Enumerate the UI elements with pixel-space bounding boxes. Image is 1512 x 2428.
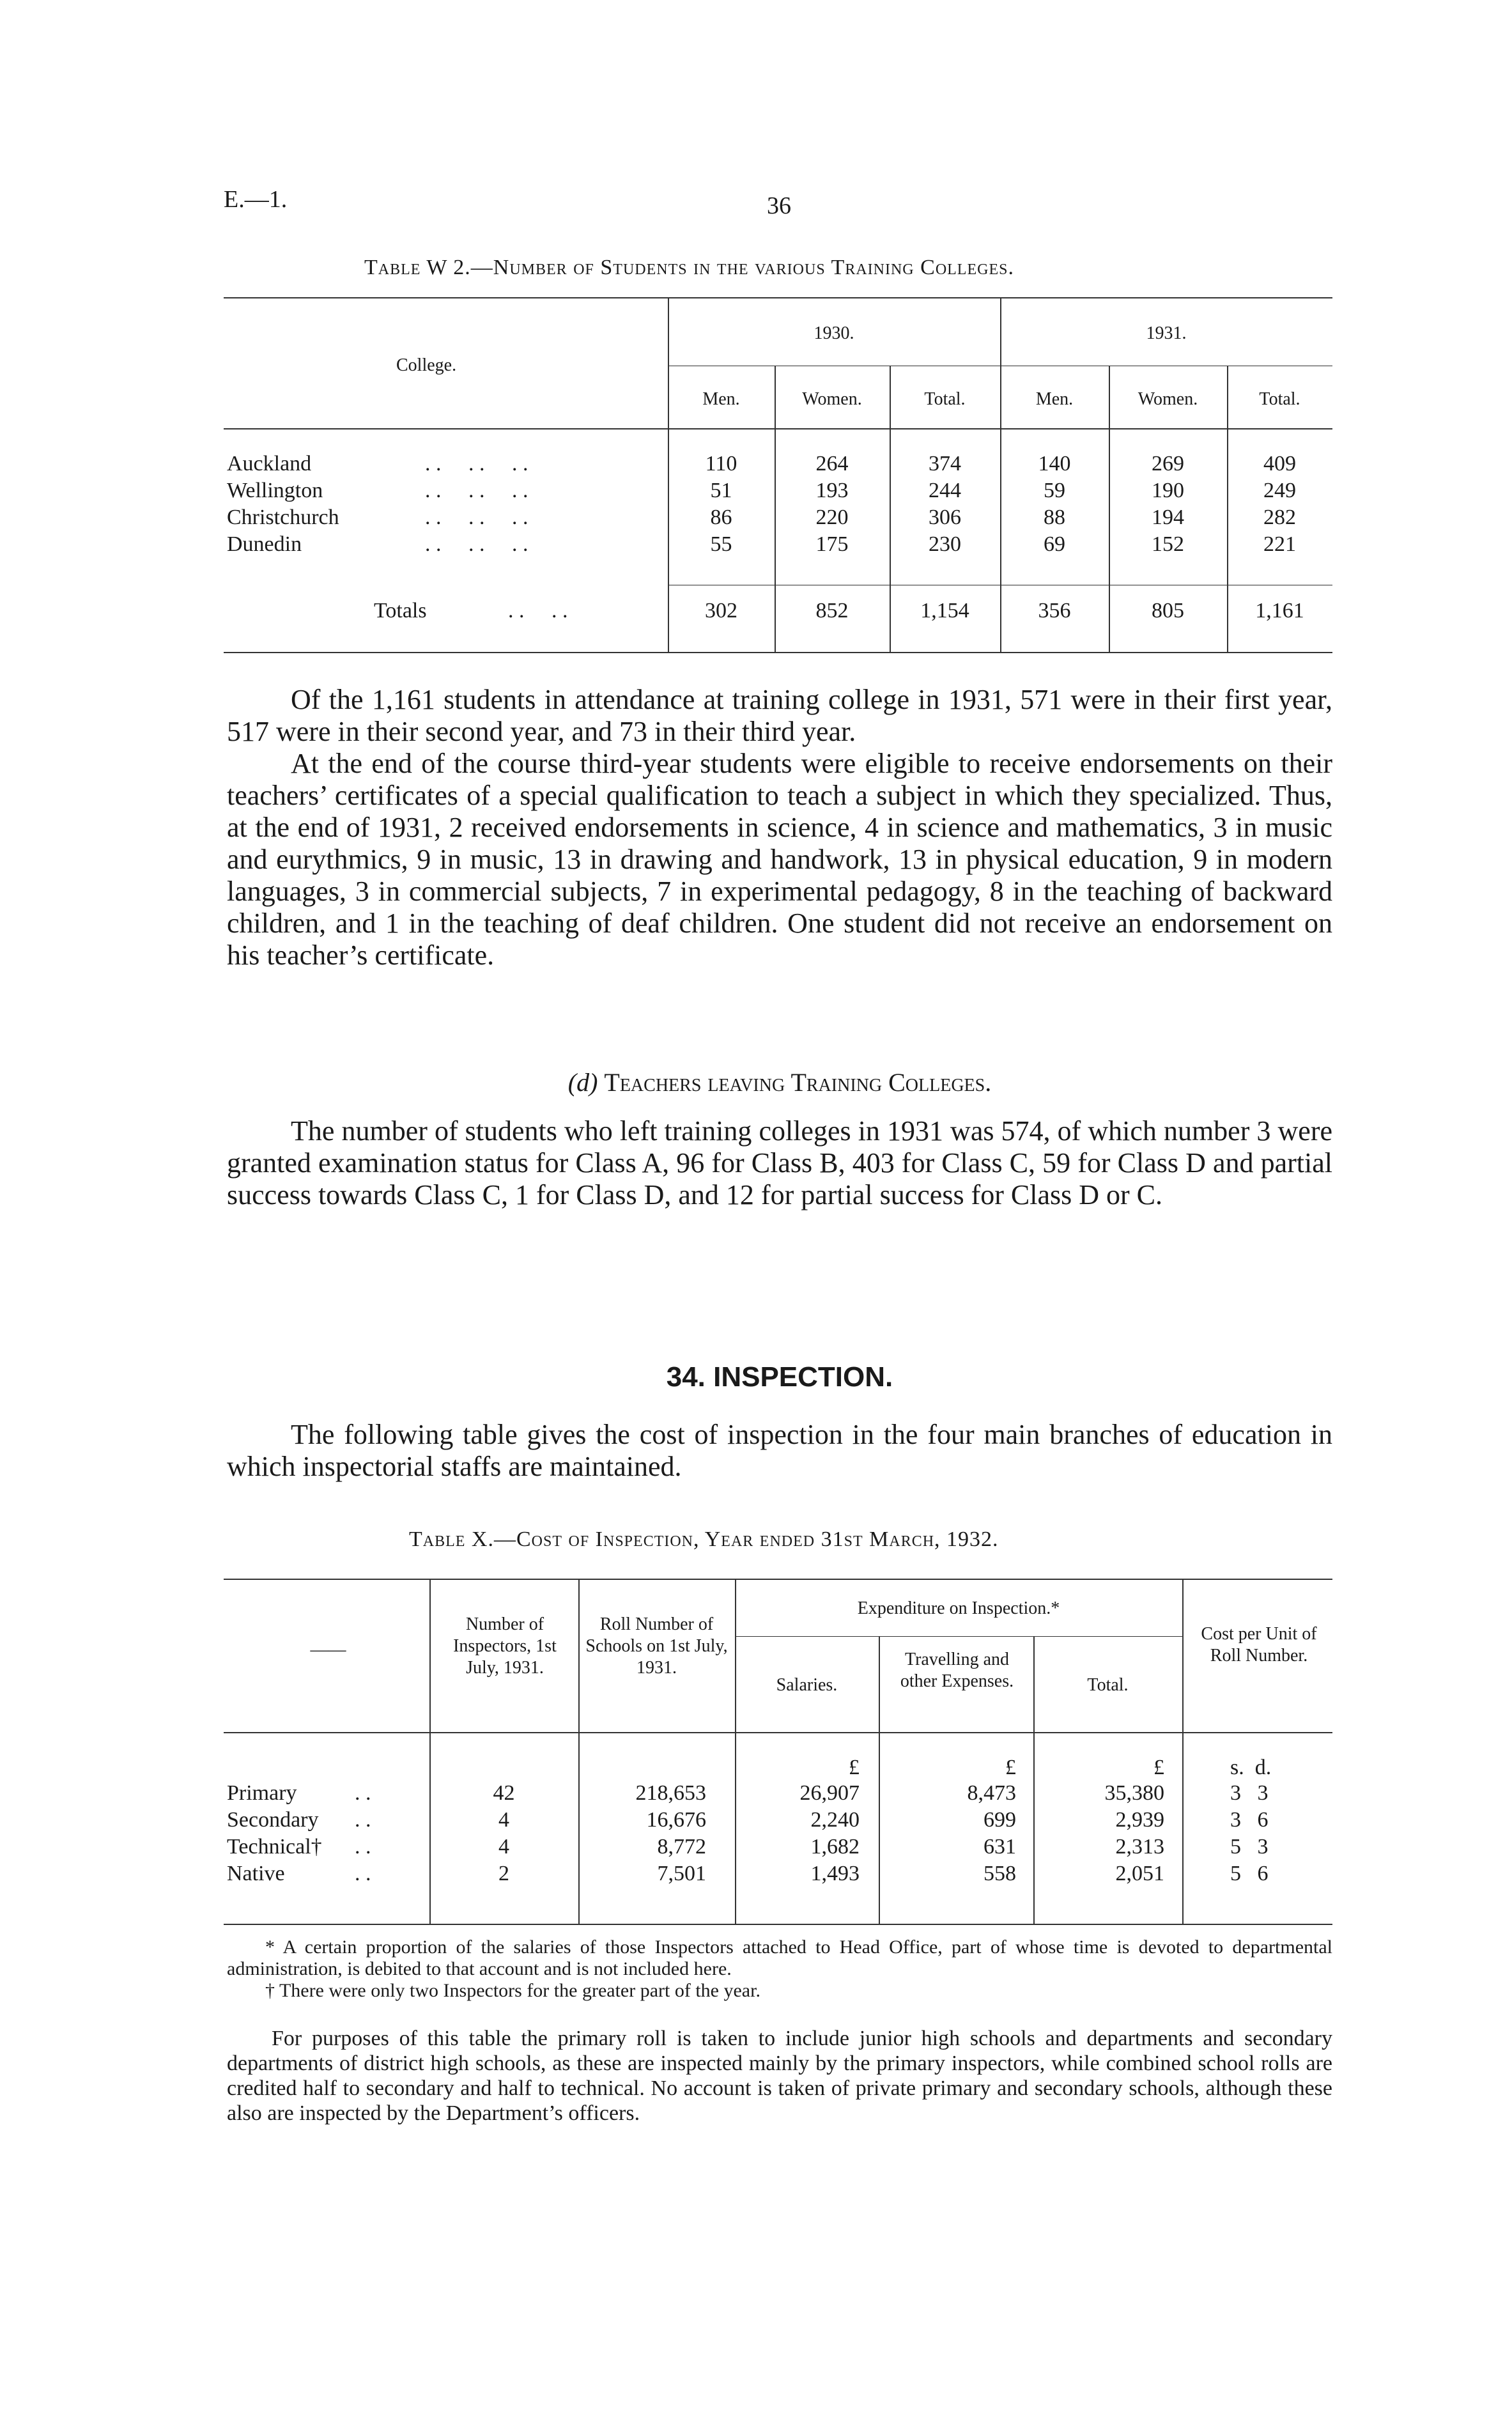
table-x-head-travel: Travelling and other Expenses. [900,1650,1014,1691]
table-row [227,1834,1332,1860]
cell: 59 [1044,479,1065,502]
table-x-head-total: Total. [1087,1675,1129,1695]
cell: 244 [929,479,961,502]
cell: 5 3 [1230,1835,1269,1859]
section-d-title: Teachers leaving Training Colleges. [604,1068,992,1097]
cell: 221 [1263,532,1296,556]
section-d-text [227,1115,1332,1211]
section-d-heading [227,1067,1332,1097]
table-w2-body [227,451,1332,558]
footnote: † There were only two Inspectors for the greater part of the year. [265,1980,760,2001]
cell: 140 [1038,452,1071,476]
table-w2-college-head: College. [396,355,457,375]
table-row [227,531,1332,558]
table-w2-year-1930: 1930. [814,323,854,343]
leader-dots: . . . . [508,599,568,622]
page-number: 36 [767,192,791,219]
leader-dots: . . . . . . [425,479,528,502]
cell: 194 [1152,506,1184,529]
table-x-dash: —— [310,1640,346,1660]
cell: 5 6 [1230,1862,1269,1885]
cell: 230 [929,532,961,556]
table-row [227,1780,1332,1807]
cell: 193 [815,479,849,502]
table-row [227,451,1332,477]
cell: 306 [929,506,961,529]
cell: 42 [493,1781,515,1805]
cell: 88 [1044,506,1065,529]
table-row [227,477,1332,504]
table-w2-year-1931: 1931. [1146,323,1187,343]
college-name: Auckland [227,452,312,476]
table-w2-col-head: Men. [1035,389,1074,409]
table-x-body [227,1780,1332,1887]
cell: 269 [1152,452,1184,476]
branch-name: Primary [227,1781,297,1805]
cell: 7,501 [657,1862,706,1885]
training-college-text [227,684,1332,971]
cell: 4 [498,1808,509,1832]
paragraph: The number of students who left training colleges in 1931 was 574, of which number 3 were granted examination status for Class A, 96 for Class B, 403 for Class C, 59 for Class D and partial success towards Class C, 1 for Class D, and 12 for partial success for Class D or C. [227,1115,1332,1210]
paragraph: Of the 1,161 students in attendance at training college in 1931, 571 were in their first year, 517 were in their second year, and 73 in their third year. [227,684,1332,747]
table-w2-col-head: Women. [1138,389,1198,409]
closing-text [227,2026,1332,2126]
leader-dots: . . . . . . [425,452,528,476]
unit-label: s. d. [1230,1756,1272,1779]
cell: 86 [710,506,732,529]
table-x-header-rule [224,1732,1332,1733]
cell: 110 [705,452,737,476]
leader-dots: . . [355,1808,371,1832]
cell: 699 [984,1808,1016,1832]
cell: 374 [929,452,961,476]
section-d-label: (d) [567,1068,598,1097]
cell: 4 [498,1835,509,1859]
paragraph: For purposes of this table the primary roll is taken to include junior high schools and departments and secondary departments of district high schools, as these are inspected mainly by the primary inspectors, while combined school rolls are credited half to secondary and half to technical. No account is taken of private primary and secondary schools, although these also are inspected by the Department’s officers. [227,2027,1332,2125]
branch-name: Technical† [227,1835,322,1859]
table-w2-col-head: Men. [702,389,740,409]
cell: 282 [1263,506,1296,529]
unit-label: £ [1153,1756,1164,1779]
table-w2-bottom-rule [224,652,1332,653]
table-x-head-roll: Roll Number of Schools on 1st July, 1931. [585,1614,728,1678]
cell: 3 3 [1230,1781,1269,1805]
cell: 8,772 [657,1835,706,1859]
table-x-footnotes [227,1937,1332,2002]
cell: 1,682 [810,1835,860,1859]
cell: 409 [1263,452,1296,476]
table-x-caption: Table X.—Cost of Inspection, Year ended 31st March, 1932. [409,1527,999,1551]
leader-dots: . . . . . . [425,506,528,529]
cell: 1,161 [1255,599,1304,622]
cell: 249 [1263,479,1296,502]
document-reference: E.—1. [224,186,288,213]
table-w2-caption: Table W 2.—Number of Students in the various Training Colleges. [364,256,1014,279]
table-row [227,1807,1332,1834]
cell: 558 [984,1862,1016,1885]
table-w2-col-head: Total. [924,389,966,409]
cell: 356 [1038,599,1071,622]
cell: 2,939 [1115,1808,1164,1832]
cell: 55 [710,532,732,556]
cell: 16,676 [646,1808,706,1832]
college-name: Wellington [227,479,323,502]
table-x-bottom-rule [224,1924,1332,1925]
cell: 26,907 [799,1781,860,1805]
cell: 3 6 [1230,1808,1269,1832]
table-x-head-cost: Cost per Unit of Roll Number. [1201,1624,1317,1666]
paragraph: The following table gives the cost of inspection in the four main branches of education in which inspectorial staffs are maintained. [227,1419,1332,1482]
table-row [227,1860,1332,1887]
table-x-head-salaries: Salaries. [776,1675,838,1695]
table-x-expenditure-rule [735,1636,1182,1637]
totals-label: Totals [374,599,427,622]
cell: 51 [710,479,732,502]
section-34-text [227,1419,1332,1483]
cell: 631 [984,1835,1016,1859]
cell: 35,380 [1104,1781,1164,1805]
cell: 8,473 [967,1781,1016,1805]
section-34-title: 34. INSPECTION. [666,1361,893,1393]
leader-dots: . . . . . . [425,532,528,556]
table-w2-col-head: Total. [1259,389,1300,409]
table-row [227,504,1332,531]
table-x-head-expenditure: Expenditure on Inspection.* [857,1598,1060,1618]
cell: 220 [815,506,849,529]
cell: 805 [1152,599,1184,622]
unit-label: £ [1005,1756,1016,1779]
cell: 852 [815,599,849,622]
cell: 190 [1152,479,1184,502]
cell: 2,240 [810,1808,860,1832]
leader-dots: . . [355,1781,371,1805]
cell: 1,154 [920,599,969,622]
cell: 2,313 [1115,1835,1164,1859]
leader-dots: . . [355,1862,371,1885]
cell: 2 [498,1862,509,1885]
footnote: * A certain proportion of the salaries of those Inspectors attached to Head Office, part of whose time is devoted to departmental administration, is debited to that account and is not included here. [227,1937,1332,1979]
table-w2-header-rule [224,428,1332,429]
cell: 2,051 [1115,1862,1164,1885]
table-w2-top-rule [224,297,1332,298]
cell: 264 [815,452,849,476]
cell: 218,653 [635,1781,706,1805]
college-name: Dunedin [227,532,302,556]
table-w2-totals-row [227,598,1332,624]
cell: 175 [815,532,849,556]
paragraph: At the end of the course third-year students were eligible to receive endorsements on their teachers’ certificates of a special qualification to teach a subject in which they specialized. Thus, at the end of 1931, 2 received endorsements in science, 4 in science and mathematics, 3 in music and eurythmics, 9 in music, 13 in drawing and handwork, 13 in physical education, 9 in modern languages, 3 in commercial subjects, 7 in experimental pedagogy, 8 in the teaching of backward children, and 1 in the teaching of deaf children. One student did not receive an endorsement on his teacher’s certificate. [227,748,1332,971]
branch-name: Secondary [227,1808,319,1832]
cell: 69 [1044,532,1065,556]
leader-dots: . . [355,1835,371,1859]
cell: 152 [1152,532,1184,556]
college-name: Christchurch [227,506,339,529]
table-w2-col-head: Women. [802,389,862,409]
branch-name: Native [227,1862,285,1885]
cell: 1,493 [810,1862,860,1885]
table-x-head-inspectors: Number of Inspectors, 1st July, 1931. [453,1614,557,1678]
table-x-top-rule [224,1579,1332,1580]
unit-label: £ [849,1756,860,1779]
cell: 302 [705,599,737,622]
